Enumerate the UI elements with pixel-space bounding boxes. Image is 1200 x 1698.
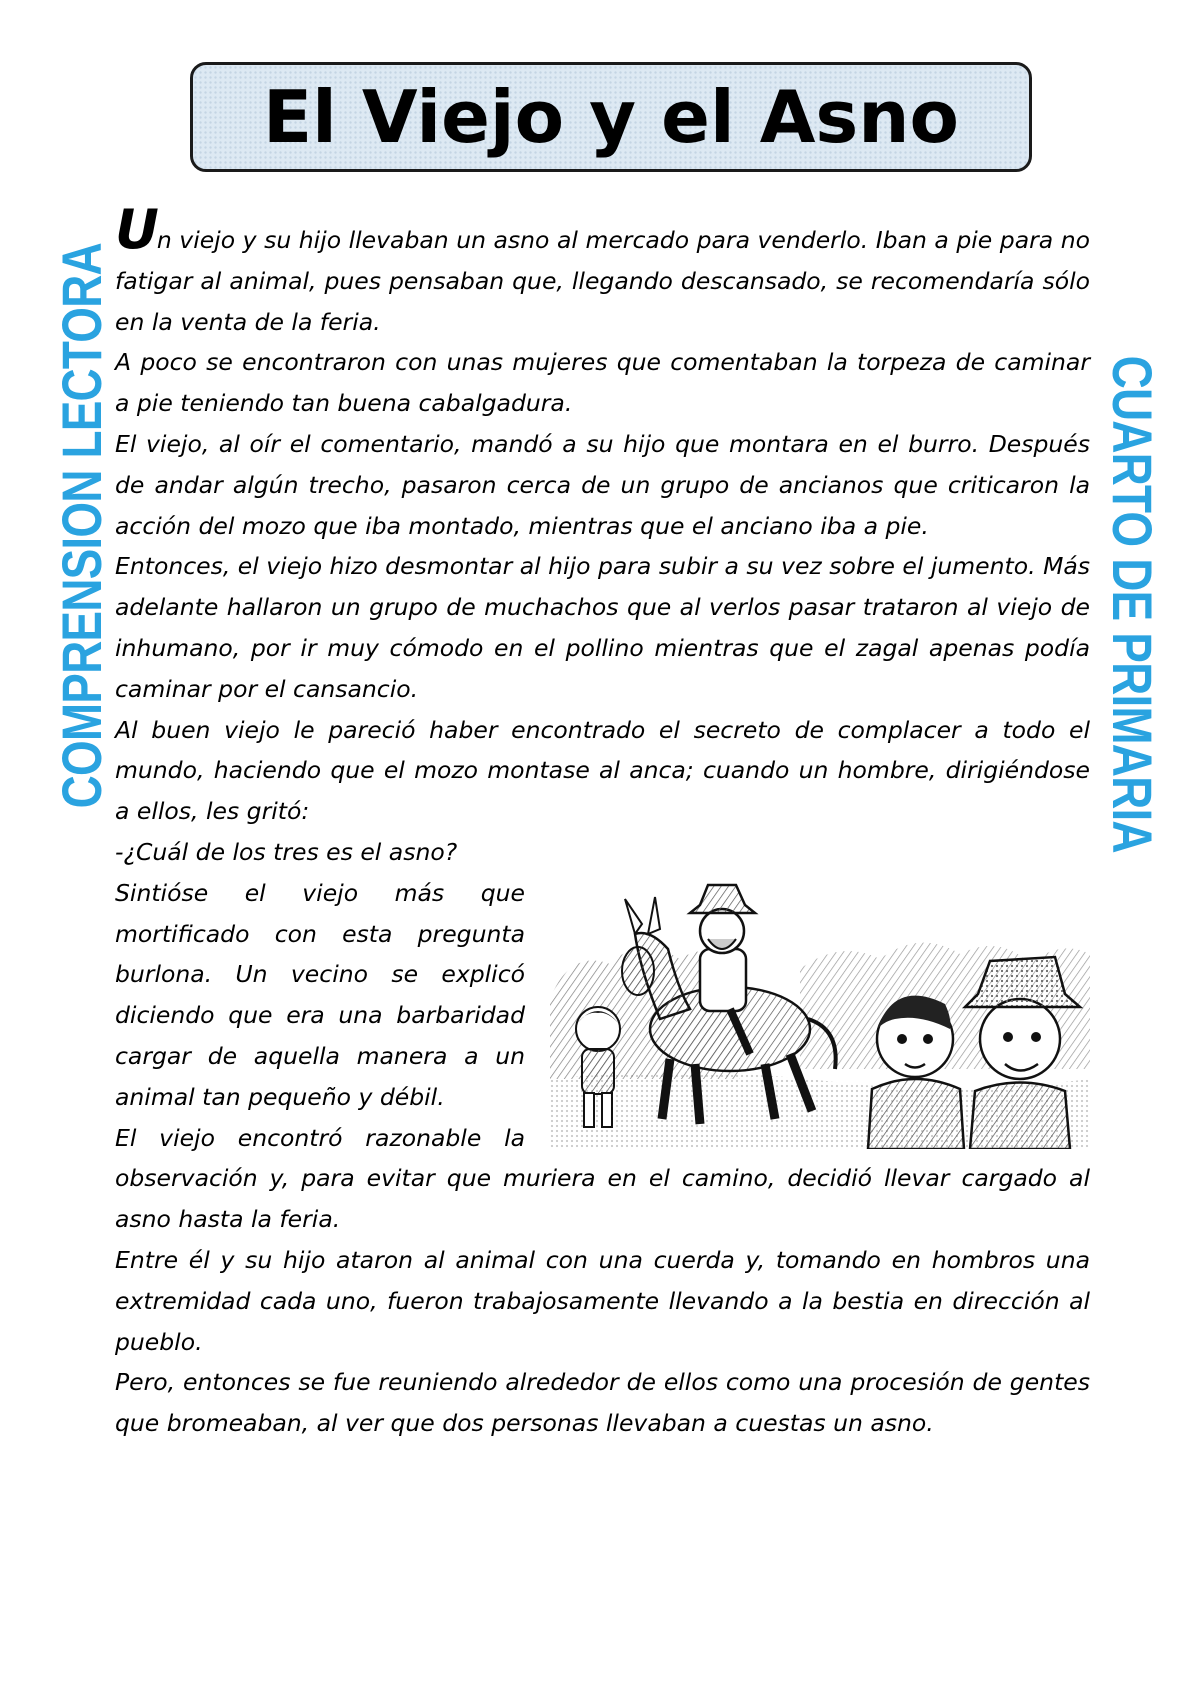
story-paragraph: Un viejo y su hijo llevaban un asno al mercado para venderlo. Iban a pie para no fatigar al animal, pues pensaban que, llegando descansado, se recomendaría sólo en la venta de la feria.: [115, 198, 1090, 336]
story-paragraph: Al buen viejo le pareció haber encontrado el secreto de complacer a todo el mundo, haciendo que el mozo montase al anca; cuando un hombre, dirigiéndose a ellos, les gritó:: [115, 715, 1090, 826]
side-label-left: COMPRENSION LECTORA: [50, 243, 113, 809]
story-paragraph: Sintióse el viejo más que mortificado con esta pregunta burlona. Un vecino se explicó diciendo que era una barbaridad cargar de aquella manera a un animal tan pequeño y débil.: [115, 878, 525, 1111]
story-paragraph: El viejo encontró razonable la observación y, para evitar que muriera en el camino, decidió llevar cargado al asno hasta la feria.: [115, 1123, 1090, 1234]
story-paragraph: Pero, entonces se fue reuniendo alrededor de ellos como una procesión de gentes que bromeaban, al ver que dos personas llevaban a cuestas un asno.: [115, 1368, 1090, 1438]
story-paragraph: Entonces, el viejo hizo desmontar al hijo para subir a su vez sobre el jumento. Más adelante hallaron un grupo de muchachos que al verlos pasar trataron al viejo de inhumano, por ir muy cómodo en el pollino mientras que el zagal apenas podía caminar por el cansancio.: [115, 552, 1090, 703]
story-paragraph: Entre él y su hijo ataron al animal con una cuerda y, tomando en hombros una extremidad cada uno, fueron trabajosamente llevando a la bestia en dirección al pueblo.: [115, 1245, 1090, 1356]
donkey-scene-illustration: [550, 879, 1090, 1149]
story-paragraph: A poco se encontraron con unas mujeres que comentaban la torpeza de caminar a pie teniendo tan buena cabalgadura.: [115, 348, 1090, 418]
drop-cap: U: [115, 198, 157, 261]
story-body: [115, 198, 1090, 1444]
story-illustration: [550, 879, 1090, 1149]
side-label-right: CUARTO DE PRIMARIA: [1101, 355, 1164, 853]
story-paragraph: -¿Cuál de los tres es el asno?: [115, 837, 458, 866]
page-title: El Viejo y el Asno: [263, 75, 959, 159]
story-paragraph: El viejo, al oír el comentario, mandó a su hijo que montara en el burro. Después de andar algún trecho, pasaron cerca de un grupo de ancianos que criticaron la acción del mozo que iba montado, mientras que el anciano iba a pie.: [115, 429, 1090, 540]
title-banner: [190, 62, 1032, 172]
